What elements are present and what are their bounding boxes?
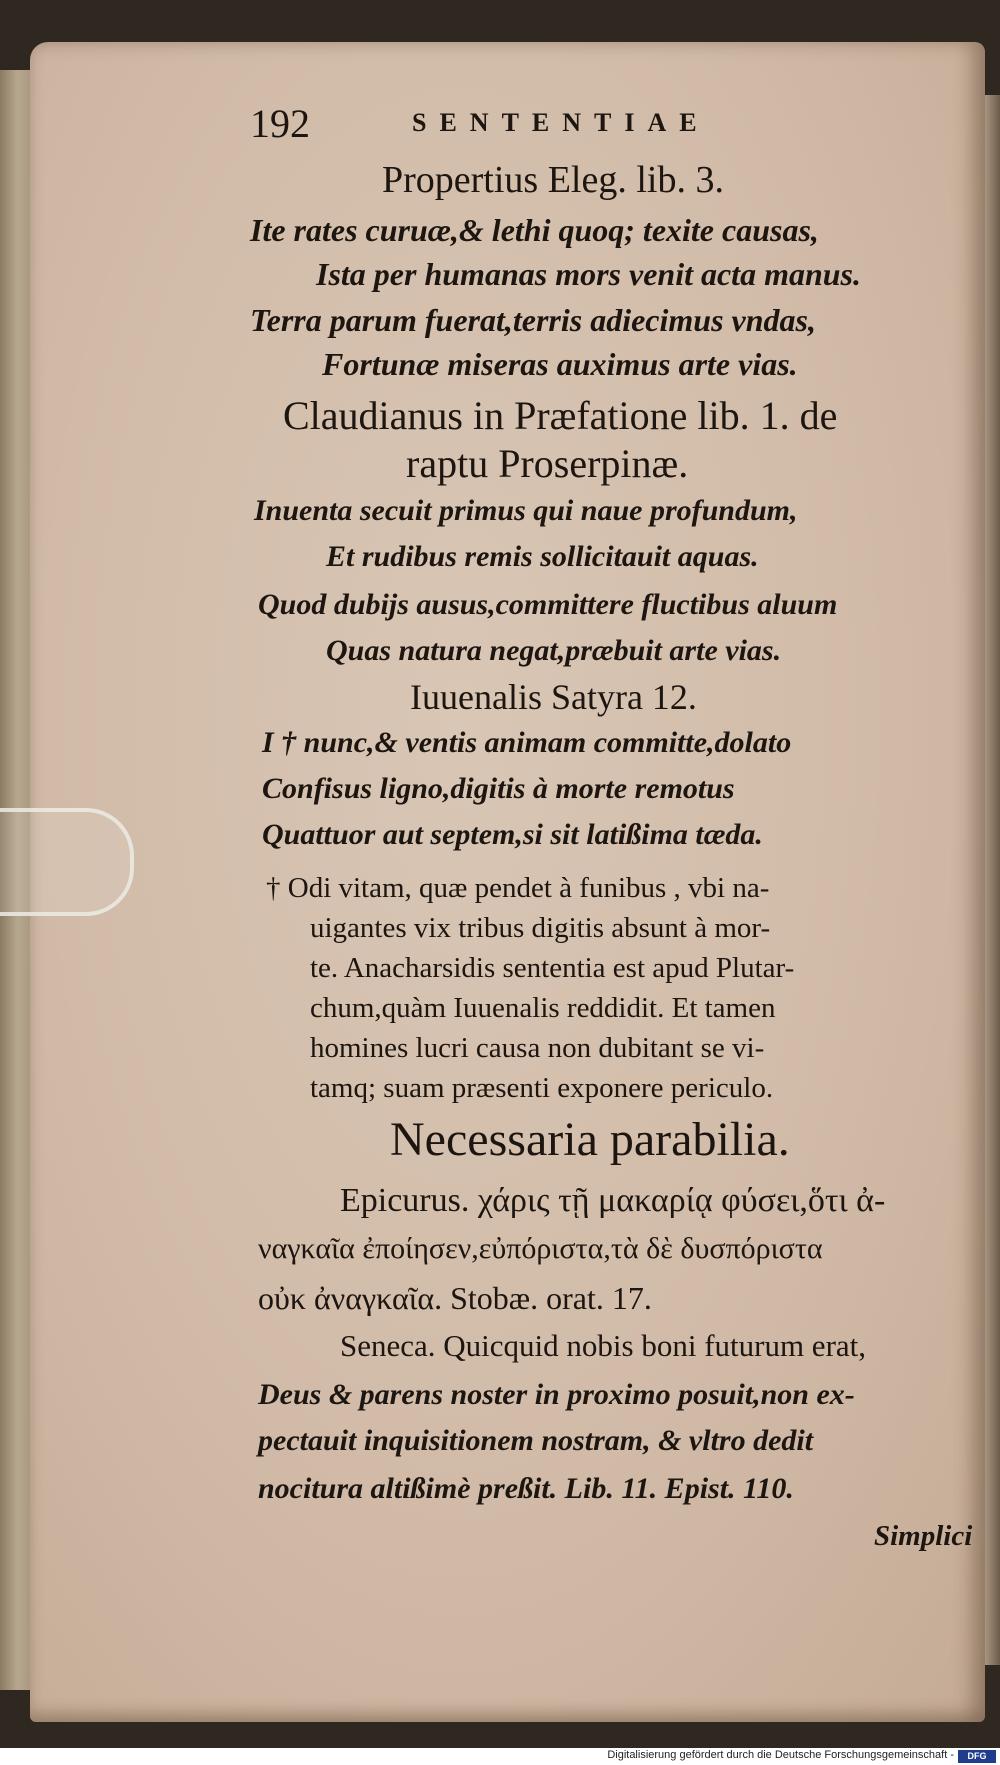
text-line: I † nunc,& ventis animam committe,dolato xyxy=(262,726,792,759)
footer-credit: Digitalisierung gefördert durch die Deutsche Forschungsgemeinschaft - xyxy=(607,1749,954,1761)
text-line: Claudianus in Præfatione lib. 1. de xyxy=(283,393,838,438)
footnote-line: te. Anacharsidis sententia est apud Plutar- xyxy=(310,952,795,984)
text-line: Quattuor aut septem,si sit latißima tæda. xyxy=(262,818,763,851)
footnote-line: tamq; suam præsenti exponere periculo. xyxy=(310,1072,774,1104)
section-heading: Necessaria parabilia. xyxy=(390,1113,790,1166)
text-line: Epicurus. χάρις τῇ μακαρίᾳ φύσει,ὅτι ἀ- xyxy=(340,1182,886,1219)
next-page-edge xyxy=(985,95,1000,1665)
text-line: Fortunæ miseras auximus arte vias. xyxy=(322,346,798,382)
text-line: Iuuenalis Satyra 12. xyxy=(410,677,697,717)
text-line: Propertius Eleg. lib. 3. xyxy=(382,159,724,201)
dfg-logo: DFG xyxy=(958,1750,996,1763)
footnote-line: chum,quàm Iuuenalis reddidit. Et tamen xyxy=(310,992,776,1024)
page-clip xyxy=(0,808,134,916)
text-line: pectauit inquisitionem nostram, & vltro dedit xyxy=(258,1424,814,1457)
text-line: Quod dubijs ausus,committere fluctibus aluum xyxy=(258,588,838,621)
text-line: ναγκαῖα ἐποίησεν,εὐπόριστα,τὰ δὲ δυσπόριστα xyxy=(258,1232,823,1265)
text-line: Et rudibus remis sollicitauit aquas. xyxy=(326,540,759,573)
text-line: Deus & parens noster in proximo posuit,non ex- xyxy=(258,1378,855,1411)
text-line: οὐκ ἀναγκαῖα. Stobæ. orat. 17. xyxy=(258,1280,652,1316)
catchword: Simplici xyxy=(874,1520,973,1552)
text-line: raptu Proserpinæ. xyxy=(406,441,689,486)
text-line: Ite rates curuæ,& lethi quoq; texite causas, xyxy=(250,212,819,248)
text-line: Terra parum fuerat,terris adiecimus vndas, xyxy=(250,302,816,338)
text-line: Confisus ligno,digitis à morte remotus xyxy=(262,772,735,805)
text-line: Seneca. Quicquid nobis boni futurum erat, xyxy=(340,1328,867,1363)
text-line: Ista per humanas mors venit acta manus. xyxy=(316,256,861,292)
page-number: 192 xyxy=(250,101,310,146)
text-line: Inuenta secuit primus qui naue profundum, xyxy=(254,494,798,527)
text-line: Quas natura negat,præbuit arte vias. xyxy=(326,634,782,667)
footnote-line: uigantes vix tribus digitis absunt à mor- xyxy=(310,912,771,944)
footnote-line: homines lucri causa non dubitant se vi- xyxy=(310,1032,765,1064)
running-head: SENTENTIAE xyxy=(412,108,710,137)
footnote-line: † Odi vitam, quæ pendet à funibus , vbi na- xyxy=(266,872,770,904)
text-line: nocitura altißimè preßit. Lib. 11. Epist. 110. xyxy=(258,1472,794,1505)
